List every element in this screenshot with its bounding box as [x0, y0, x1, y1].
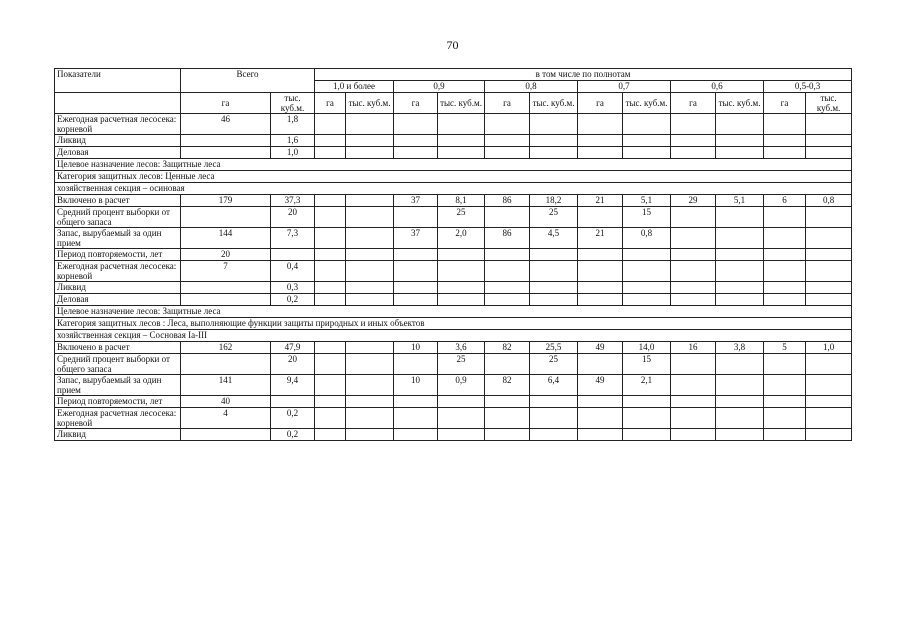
table-cell [671, 114, 716, 135]
table-cell [315, 294, 346, 306]
table-cell [438, 429, 485, 441]
table-cell [346, 261, 394, 282]
table-cell [315, 354, 346, 375]
table-cell: 82 [485, 342, 530, 354]
table-cell: 6,4 [530, 375, 578, 396]
table-cell: 25 [530, 207, 578, 228]
section-header-row [55, 183, 852, 195]
table-cell: 3,8 [716, 342, 764, 354]
table-cell [485, 135, 530, 147]
row-label: Запас, вырубаемый за один прием [55, 228, 181, 249]
section-line: Категория защитных лесов: Ценные леса [55, 171, 852, 183]
table-cell [485, 249, 530, 261]
density-group-header: 1,0 и более [315, 81, 394, 93]
density-group-header: 0,6 [671, 81, 764, 93]
unit-ha-header: га [671, 93, 716, 114]
table-cell: 25,5 [530, 342, 578, 354]
table-cell [764, 135, 806, 147]
table-cell [315, 261, 346, 282]
table-cell: 25 [438, 207, 485, 228]
table-cell [346, 294, 394, 306]
table-cell: 162 [181, 342, 271, 354]
table-cell [578, 294, 623, 306]
section-line: хозяйственная секция – осиновая [55, 183, 852, 195]
row-label: Деловая [55, 147, 181, 159]
unit-ha-header: га [315, 93, 346, 114]
table-cell [716, 261, 764, 282]
table-cell [578, 207, 623, 228]
section-line: Категория защитных лесов : Леса, выполняющие функции защиты природных и иных объектов [55, 318, 852, 330]
table-row [55, 114, 852, 135]
table-cell [394, 282, 438, 294]
table-cell [315, 282, 346, 294]
row-label: Ликвид [55, 282, 181, 294]
table-cell [315, 114, 346, 135]
table-cell: 0,3 [271, 282, 315, 294]
table-cell [346, 135, 394, 147]
table-cell [578, 147, 623, 159]
unit-volume-header: тыс. куб.м. [271, 93, 315, 114]
table-row [55, 207, 852, 228]
table-cell [578, 114, 623, 135]
table-cell: 4,5 [530, 228, 578, 249]
table-cell [530, 282, 578, 294]
table-cell [315, 375, 346, 396]
table-cell [806, 282, 852, 294]
table-cell: 2,0 [438, 228, 485, 249]
table-cell: 0,8 [623, 228, 671, 249]
table-cell [764, 396, 806, 408]
table-row [55, 396, 852, 408]
table-cell [671, 228, 716, 249]
table-cell [438, 147, 485, 159]
unit-ha-header: га [181, 93, 271, 114]
table-cell: 5,1 [716, 195, 764, 207]
table-cell [438, 114, 485, 135]
row-label: Запас, вырубаемый за один прием [55, 375, 181, 396]
table-cell: 49 [578, 375, 623, 396]
table-cell: 20 [271, 207, 315, 228]
table-cell: 47,9 [271, 342, 315, 354]
table-cell [530, 249, 578, 261]
table-cell [671, 408, 716, 429]
table-cell [485, 147, 530, 159]
unit-header-blank [55, 93, 181, 114]
table-cell [485, 114, 530, 135]
row-label: Средний процент выборки от общего запаса [55, 207, 181, 228]
table-cell: 25 [438, 354, 485, 375]
density-group-header: 0,8 [485, 81, 578, 93]
table-cell [806, 429, 852, 441]
table-cell [485, 396, 530, 408]
table-cell: 6 [764, 195, 806, 207]
table-cell: 0,8 [806, 195, 852, 207]
table-cell [530, 114, 578, 135]
table-cell [623, 396, 671, 408]
table-cell [271, 396, 315, 408]
table-cell [764, 249, 806, 261]
table-cell [394, 294, 438, 306]
table-cell [530, 408, 578, 429]
table-cell [716, 408, 764, 429]
table-cell [806, 294, 852, 306]
table-cell: 46 [181, 114, 271, 135]
table-cell [806, 408, 852, 429]
row-label: Ликвид [55, 135, 181, 147]
table-cell: 0,2 [271, 429, 315, 441]
table-body [55, 114, 852, 441]
table-cell: 86 [485, 195, 530, 207]
section-header-row [55, 159, 852, 171]
row-label: Ежегодная расчетная лесосека: корневой [55, 114, 181, 135]
table-cell [671, 135, 716, 147]
table-cell: 29 [671, 195, 716, 207]
table-cell [806, 396, 852, 408]
table-cell [806, 249, 852, 261]
table-cell [438, 408, 485, 429]
table-cell [716, 396, 764, 408]
table-cell: 21 [578, 195, 623, 207]
section-line: хозяйственная секция – Сосновая Ia-III [55, 330, 852, 342]
table-cell: 37,3 [271, 195, 315, 207]
table-cell [806, 375, 852, 396]
table-cell: 49 [578, 342, 623, 354]
table-cell: 2,1 [623, 375, 671, 396]
table-cell [181, 147, 271, 159]
header-indicators: Показатели [55, 69, 181, 93]
table-cell [623, 408, 671, 429]
table-cell [346, 282, 394, 294]
table-cell [346, 195, 394, 207]
table-cell: 1,0 [271, 147, 315, 159]
table-cell [394, 135, 438, 147]
table-cell: 15 [623, 207, 671, 228]
section-header-row [55, 171, 852, 183]
table-cell [346, 207, 394, 228]
row-label: Включено в расчет [55, 195, 181, 207]
table-cell [578, 408, 623, 429]
row-label: Ликвид [55, 429, 181, 441]
table-cell [530, 294, 578, 306]
table-cell [623, 135, 671, 147]
table-cell [394, 396, 438, 408]
table-cell [764, 429, 806, 441]
table-cell [315, 228, 346, 249]
table-cell [806, 135, 852, 147]
unit-ha-header: га [764, 93, 806, 114]
table-cell [578, 282, 623, 294]
table-row [55, 342, 852, 354]
table-cell [346, 249, 394, 261]
table-cell [394, 408, 438, 429]
density-group-header: 0,5-0,3 [764, 81, 852, 93]
table-cell: 5 [764, 342, 806, 354]
table-cell [315, 342, 346, 354]
table-cell [764, 354, 806, 375]
table-cell [315, 429, 346, 441]
table-cell [485, 207, 530, 228]
header-row-1 [55, 69, 852, 81]
section-line: Целевое назначение лесов: Защитные леса [55, 159, 852, 171]
table-cell: 0,9 [438, 375, 485, 396]
table-cell [438, 396, 485, 408]
table-cell [623, 147, 671, 159]
table-cell: 0,2 [271, 294, 315, 306]
table-cell [530, 147, 578, 159]
table-cell [315, 396, 346, 408]
table-cell [623, 249, 671, 261]
table-cell [806, 114, 852, 135]
table-cell: 8,1 [438, 195, 485, 207]
table-cell [764, 294, 806, 306]
table-cell [764, 147, 806, 159]
table-cell: 4 [181, 408, 271, 429]
table-cell: 82 [485, 375, 530, 396]
table-cell [394, 429, 438, 441]
unit-volume-header: тыс. куб.м. [530, 93, 578, 114]
table-cell [485, 282, 530, 294]
table-cell [671, 429, 716, 441]
table-cell [181, 354, 271, 375]
unit-ha-header: га [485, 93, 530, 114]
table-cell [346, 408, 394, 429]
forest-allowance-table [54, 68, 852, 441]
table-cell: 1,6 [271, 135, 315, 147]
table-cell [716, 354, 764, 375]
table-cell [578, 396, 623, 408]
table-cell [623, 261, 671, 282]
table-cell [764, 228, 806, 249]
section-header-row [55, 318, 852, 330]
table-cell [716, 114, 764, 135]
table-cell: 16 [671, 342, 716, 354]
table-cell [394, 354, 438, 375]
table-cell [623, 294, 671, 306]
table-cell [716, 429, 764, 441]
table-cell [806, 354, 852, 375]
unit-volume-header: тыс. куб.м. [623, 93, 671, 114]
table-cell [671, 282, 716, 294]
table-row [55, 408, 852, 429]
table-cell: 21 [578, 228, 623, 249]
table-cell [671, 375, 716, 396]
table-cell: 1,0 [806, 342, 852, 354]
table-cell [315, 249, 346, 261]
table-cell [438, 261, 485, 282]
table-cell [394, 261, 438, 282]
table-cell [716, 375, 764, 396]
table-cell: 86 [485, 228, 530, 249]
table-cell [716, 228, 764, 249]
section-header-row [55, 330, 852, 342]
table-cell [806, 207, 852, 228]
table-cell [671, 249, 716, 261]
unit-volume-header: тыс. куб.м. [438, 93, 485, 114]
table-cell [485, 294, 530, 306]
table-cell [671, 147, 716, 159]
table-cell [764, 408, 806, 429]
table-cell [315, 408, 346, 429]
table-cell [181, 207, 271, 228]
table-cell: 18,2 [530, 195, 578, 207]
table-cell [438, 294, 485, 306]
table-cell [806, 261, 852, 282]
table-cell [716, 294, 764, 306]
table-cell [764, 282, 806, 294]
table-row [55, 261, 852, 282]
table-cell [485, 429, 530, 441]
table-cell [671, 396, 716, 408]
row-label: Средний процент выборки от общего запаса [55, 354, 181, 375]
table-cell [346, 375, 394, 396]
table-cell [346, 396, 394, 408]
table-cell: 10 [394, 375, 438, 396]
row-label: Ежегодная расчетная лесосека: корневой [55, 261, 181, 282]
table-cell [181, 429, 271, 441]
table-row [55, 375, 852, 396]
table-cell: 25 [530, 354, 578, 375]
unit-volume-header: тыс. куб.м. [716, 93, 764, 114]
table-row [55, 147, 852, 159]
table-cell [181, 282, 271, 294]
table-row [55, 294, 852, 306]
unit-ha-header: га [394, 93, 438, 114]
table-cell [716, 249, 764, 261]
unit-volume-header: тыс. куб.м. [806, 93, 852, 114]
section-line: Целевое назначение лесов: Защитные леса [55, 306, 852, 318]
table-cell [716, 207, 764, 228]
table-cell [485, 354, 530, 375]
table-cell [315, 207, 346, 228]
table-cell [346, 114, 394, 135]
row-label: Период повторяемости, лет [55, 396, 181, 408]
table-cell [764, 375, 806, 396]
table-cell [764, 261, 806, 282]
row-label: Период повторяемости, лет [55, 249, 181, 261]
table-cell: 3,6 [438, 342, 485, 354]
table-cell [716, 147, 764, 159]
table-cell: 14,0 [623, 342, 671, 354]
unit-volume-header: тыс. куб.м. [346, 93, 394, 114]
table-cell: 37 [394, 195, 438, 207]
table-cell [315, 195, 346, 207]
table-cell [623, 429, 671, 441]
table-cell [671, 294, 716, 306]
table-row [55, 282, 852, 294]
table-cell [485, 261, 530, 282]
table-cell: 141 [181, 375, 271, 396]
table-cell [623, 282, 671, 294]
table-cell [346, 429, 394, 441]
table-cell [438, 249, 485, 261]
table-cell [346, 354, 394, 375]
table-cell [530, 135, 578, 147]
header-by-density: в том числе по полнотам [315, 69, 852, 81]
row-label: Деловая [55, 294, 181, 306]
table-cell [271, 249, 315, 261]
table-cell: 1,8 [271, 114, 315, 135]
table-row [55, 195, 852, 207]
table-cell [438, 135, 485, 147]
row-label: Включено в расчет [55, 342, 181, 354]
page-number: 70 [446, 38, 459, 52]
table-cell [315, 135, 346, 147]
table-cell: 10 [394, 342, 438, 354]
table-cell: 0,2 [271, 408, 315, 429]
table-cell [394, 249, 438, 261]
table-cell [394, 207, 438, 228]
table-cell [716, 135, 764, 147]
table-cell [181, 294, 271, 306]
table-cell [394, 147, 438, 159]
table-row [55, 135, 852, 147]
table-cell [394, 114, 438, 135]
table-cell [530, 396, 578, 408]
table-cell [806, 228, 852, 249]
table-cell [530, 261, 578, 282]
table-cell: 15 [623, 354, 671, 375]
table-cell: 7 [181, 261, 271, 282]
table-cell: 7,3 [271, 228, 315, 249]
table-cell [764, 207, 806, 228]
table-cell [716, 282, 764, 294]
table-cell [623, 114, 671, 135]
table-cell: 144 [181, 228, 271, 249]
table-cell: 20 [271, 354, 315, 375]
table-row [55, 354, 852, 375]
table-cell [578, 261, 623, 282]
density-group-header: 0,7 [578, 81, 671, 93]
table-cell: 5,1 [623, 195, 671, 207]
table-row [55, 429, 852, 441]
table-cell [438, 282, 485, 294]
table-cell [806, 147, 852, 159]
table-cell [671, 354, 716, 375]
table-cell [671, 261, 716, 282]
table-cell [530, 429, 578, 441]
table-cell: 179 [181, 195, 271, 207]
row-label: Ежегодная расчетная лесосека: корневой [55, 408, 181, 429]
table-row [55, 228, 852, 249]
table-cell [764, 114, 806, 135]
table-cell: 40 [181, 396, 271, 408]
table-cell [181, 135, 271, 147]
density-group-header: 0,9 [394, 81, 485, 93]
table-cell: 37 [394, 228, 438, 249]
table-cell [315, 147, 346, 159]
table-cell [578, 249, 623, 261]
section-header-row [55, 306, 852, 318]
header-units-row [55, 93, 852, 114]
table-cell [346, 228, 394, 249]
table-cell: 0,4 [271, 261, 315, 282]
table-cell [346, 147, 394, 159]
table-cell [485, 408, 530, 429]
table-cell: 20 [181, 249, 271, 261]
table-cell [578, 354, 623, 375]
header-total: Всего [181, 69, 315, 93]
table-cell: 9,4 [271, 375, 315, 396]
table-cell [578, 429, 623, 441]
unit-ha-header: га [578, 93, 623, 114]
table-cell [346, 342, 394, 354]
table-cell [578, 135, 623, 147]
table-row [55, 249, 852, 261]
table-cell [671, 207, 716, 228]
